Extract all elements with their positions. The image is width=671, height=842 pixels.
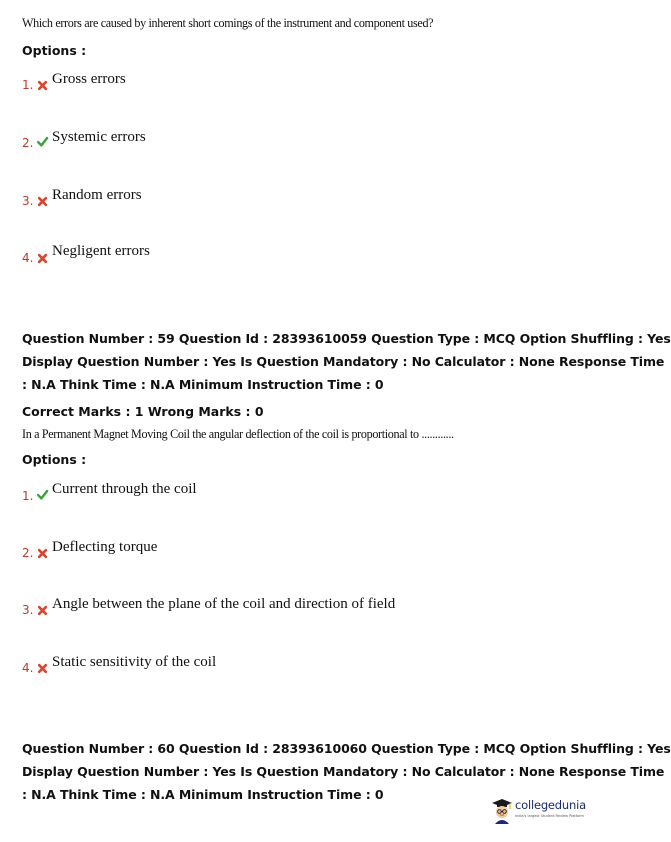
question-60-meta-line-3: : N.A Think Time : N.A Minimum Instruction Time : 0 [22,787,384,802]
logo-tagline: India's largest Student Review Platform [515,814,584,818]
q58-option-4-text: Negligent errors [52,243,150,259]
logo-brand-name: collegedunia [515,798,586,812]
q59-option-4-text: Static sensitivity of the coil [52,654,217,670]
q59-option-3-text: Angle between the plane of the coil and direction of field [52,596,396,612]
question-59-meta-line-2: Display Question Number : Yes Is Question Mandatory : No Calculator : None Response Time [22,354,665,369]
check-icon [37,489,48,500]
q59-option-2-number: 2. [22,546,34,560]
cross-icon [37,663,48,674]
q58-option-2-text: Systemic errors [52,129,146,145]
question-58-options-label: Options : [22,43,87,58]
q58-option-1-number: 1. [22,78,34,92]
question-59-meta-line-3: : N.A Think Time : N.A Minimum Instruction Time : 0 [22,377,384,392]
q58-option-2-number: 2. [22,136,34,150]
check-icon [37,136,48,147]
question-59-meta [22,327,671,396]
question-59-meta-line-1: Question Number : 59 Question Id : 28393610059 Question Type : MCQ Option Shuffling : Yes [22,331,671,346]
q58-option-3-number: 3. [22,194,34,208]
q58-option-3-text: Random errors [52,187,142,203]
cross-icon [37,605,48,616]
q58-option-1-text: Gross errors [52,71,126,87]
question-59-text: In a Permanent Magnet Moving Coil the angular deflection of the coil is proportional to ............ [22,427,454,441]
q59-option-2-text: Deflecting torque [52,539,158,555]
question-59-options-label: Options : [22,452,87,467]
q59-option-1-number: 1. [22,489,34,503]
q58-option-4-number: 4. [22,251,34,265]
q59-option-1-text: Current through the coil [52,481,197,497]
cross-icon [37,80,48,91]
cross-icon [37,253,48,264]
q59-option-4-number: 4. [22,661,34,675]
q59-option-3-number: 3. [22,603,34,617]
question-59-marks: Correct Marks : 1 Wrong Marks : 0 [22,404,264,419]
collegedunia-logo [490,795,590,829]
cross-icon [37,548,48,559]
graduate-mascot-icon [490,797,514,825]
cross-icon [37,196,48,207]
question-58-text: Which errors are caused by inherent short comings of the instrument and component used? [22,16,434,30]
question-60-meta-line-2: Display Question Number : Yes Is Question Mandatory : No Calculator : None Response Time [22,764,665,779]
question-60-meta-line-1: Question Number : 60 Question Id : 28393610060 Question Type : MCQ Option Shuffling : Yes [22,741,671,756]
